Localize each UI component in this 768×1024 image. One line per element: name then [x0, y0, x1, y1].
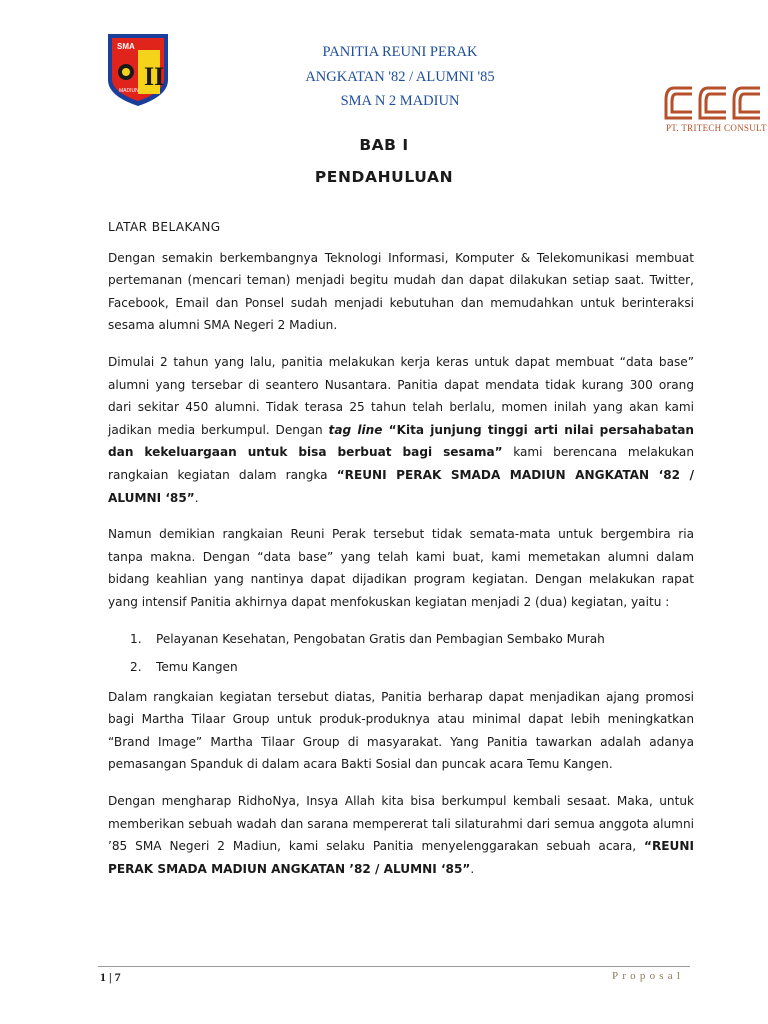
header-line-1: PANITIA REUNI PERAK [322, 44, 478, 60]
event-name: “REUNI PERAK SMADA MADIUN ANGKATAN ‘82 / ALUMNI ‘85” [108, 467, 694, 505]
chapter-title: PENDAHULUAN [314, 168, 454, 186]
page-number: 1 | 7 [100, 970, 121, 984]
document-body [108, 216, 694, 894]
svg-text:II: II [144, 62, 165, 91]
paragraph-2: Dimulai 2 tahun yang lalu, panitia melakukan kerja keras untuk dapat membuat “data base” alumni yang tersebar di seantero Nusantara. Panitia dapat mendata tidak kurang 300 orang dari sekitar 450 alumni. Tidak terasa 25 tahun telah berlalu, momen inilah yang akan kami jadikan media berkumpul. Dengan tag line “Kita junjung tinggi arti nilai persahabatan dan kekeluargaan untuk bisa berbuat bagi sesama” kami berencana melakukan rangkaian kegiatan dalam rangka “REUNI PERAK SMADA MADIUN ANGKATAN ‘82 / ALUMNI ‘85”. [108, 354, 694, 505]
paragraph-3: Namun demikian rangkaian Reuni Perak tersebut tidak semata-mata untuk bergembira ria tanpa makna. Dengan “data base” yang telah kami buat, kami memetakan alumni dalam bidang keahlian yang nantinya dapat dijadikan program kegiatan. Dengan melakukan rapat yang intensif Panitia akhirnya dapat menfokuskan kegiatan menjadi 2 (dua) kegiatan, yaitu : [108, 527, 694, 609]
section-heading: LATAR BELAKANG [108, 220, 221, 234]
event-name: “REUNI PERAK SMADA MADIUN ANGKATAN ’82 / ALUMNI ‘85” [108, 839, 694, 876]
footer-divider [98, 966, 690, 967]
svg-text:SMA: SMA [117, 42, 135, 51]
header-line-2: ANGKATAN '82 / ALUMNI '85 [305, 68, 495, 85]
organization-header [240, 40, 560, 114]
chapter-number: BAB I [359, 136, 409, 154]
tagline-text: “Kita junjung tinggi arti nilai persahabatan dan kekeluargaan untuk bisa berbuat bagi sesama” [108, 422, 694, 460]
list-item: 2. Temu Kangen [130, 660, 238, 675]
company-logo-caption: PT. TRITECH CONSULT [666, 123, 767, 133]
paragraph-5: Dengan mengharap RidhoNya, Insya Allah kita bisa berkumpul kembali sesaat. Maka, untuk memberikan sebuah wadah dan sarana mempererat tali silaturahmi dari semua anggota alumni ’85 SMA Negeri 2 Madiun, kami selaku Panitia menyelenggarakan sebuah acara, “REUNI PERAK SMADA MADIUN ANGKATAN ’82 / ALUMNI ‘85”. [108, 794, 694, 876]
tagline-label: tag line [328, 422, 383, 437]
school-emblem-logo [104, 30, 172, 108]
paragraph-4: Dalam rangkaian kegiatan tersebut diatas, Panitia berharap dapat menjadikan ajang promosi bagi Martha Tilaar Group untuk produk-produknya atau minimal dapat lebih meningkatkan “Brand Image” Martha Tilaar Group di masyarakat. Yang Panitia tawarkan adalah adanya pemasangan Spanduk di dalam acara Bakti Sosial dan puncak acara Temu Kangen. [108, 689, 694, 772]
svg-text:MADIUN: MADIUN [119, 88, 139, 94]
list-item: 1. Pelayanan Kesehatan, Pengobatan Gratis dan Pembagian Sembako Murah [130, 631, 605, 646]
activity-list [108, 628, 694, 679]
paragraph-1: Dengan semakin berkembangnya Teknologi Informasi, Komputer & Telekomunikasi membuat pertemanan (mencari teman) menjadi begitu mudah dan dapat dilakukan setiap saat. Twitter, Facebook, Email dan Ponsel sudah menjadi kebutuhan dan memudahkan untuk berinteraksi sesama alumni SMA Negeri 2 Madiun. [108, 250, 694, 333]
footer-label: Proposal [612, 970, 685, 982]
header-line-3: SMA N 2 MADIUN [340, 93, 460, 109]
